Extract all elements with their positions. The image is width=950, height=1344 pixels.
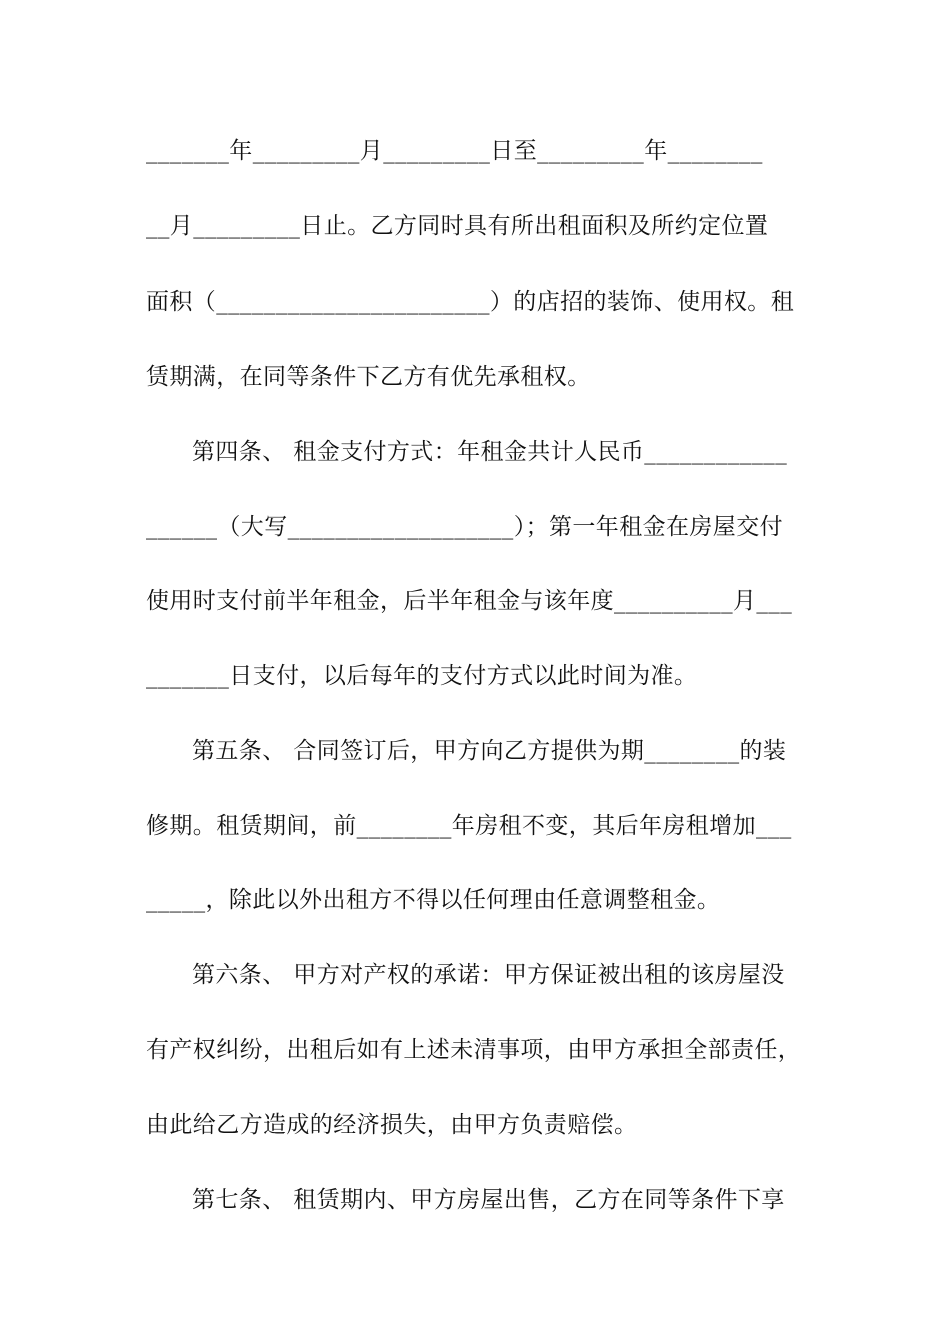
text-line-3: 面积（_______________________）的店招的装饰、使用权。租	[146, 289, 795, 315]
text-line-14: 由此给乙方造成的经济损失，由甲方负责赔偿。	[146, 1112, 638, 1138]
article-6-heading-line: 第六条、 甲方对产权的承诺：甲方保证被出租的该房屋没	[192, 962, 785, 988]
text-line-1: _______年_________月_________日至_________年________	[146, 138, 763, 164]
text-line-6: ______（大写___________________）；第一年租金在房屋交付	[146, 514, 783, 540]
text-line-11: _____，除此以外出租方不得以任何理由任意调整租金。	[146, 887, 721, 913]
article-5-heading-line: 第五条、 合同签订后，甲方向乙方提供为期________的装	[192, 738, 787, 764]
text-line-7: 使用时支付前半年租金，后半年租金与该年度__________月___	[146, 588, 793, 614]
text-line-13: 有产权纠纷，出租后如有上述未清事项，由甲方承担全部责任，	[146, 1037, 802, 1063]
text-line-10: 修期。租赁期间，前________年房租不变，其后年房租增加___	[146, 813, 792, 839]
text-line-4: 赁期满，在同等条件下乙方有优先承租权。	[146, 364, 591, 390]
article-4-heading-line: 第四条、 租金支付方式：年租金共计人民币____________	[192, 439, 788, 465]
text-line-2: __月_________日止。乙方同时具有所出租面积及所约定位置	[146, 213, 769, 239]
text-line-8: _______日支付，以后每年的支付方式以此时间为准。	[146, 663, 698, 689]
article-7-heading-line: 第七条、 租赁期内、甲方房屋出售，乙方在同等条件下享	[192, 1187, 785, 1213]
